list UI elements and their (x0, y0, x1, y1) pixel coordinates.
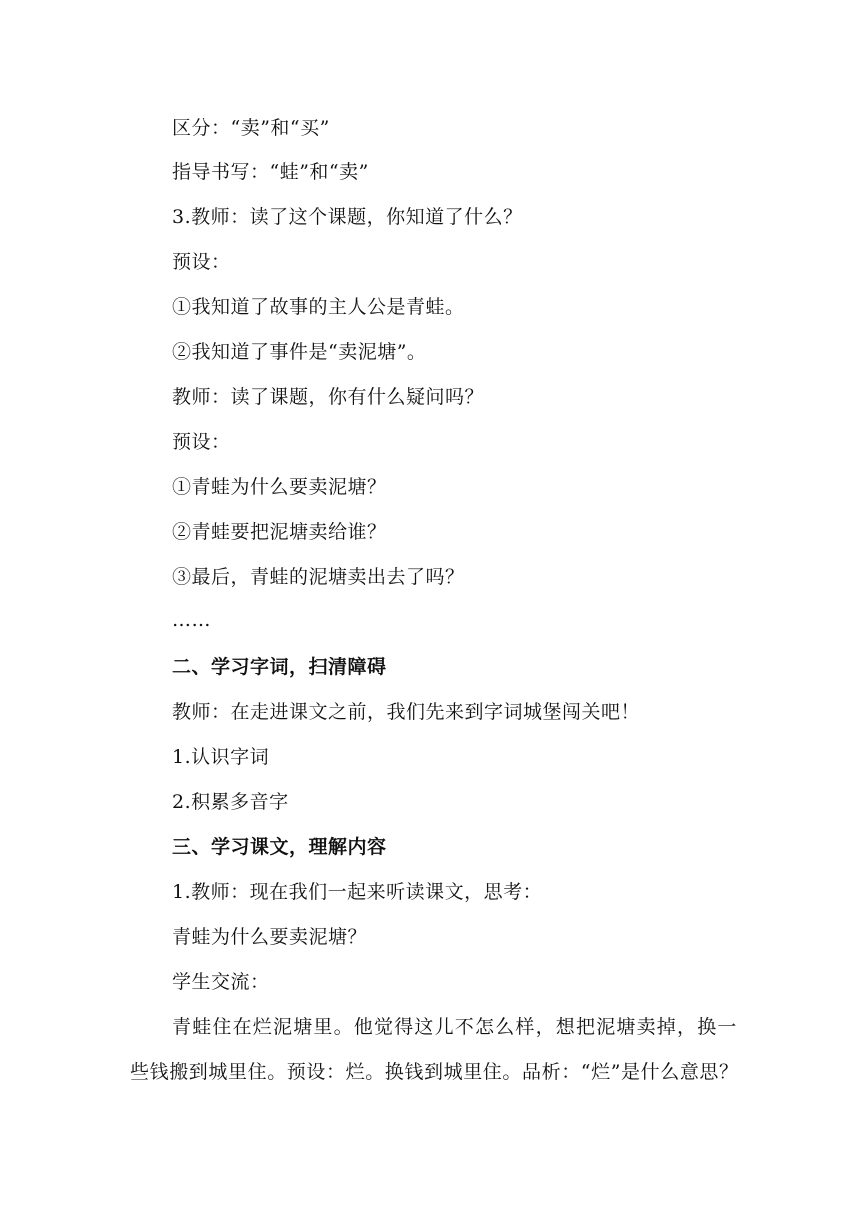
text-line: ①我知道了故事的主人公是青蛙。 (172, 296, 465, 318)
text-line: ②青蛙要把泥塘卖给谁？ (172, 521, 387, 543)
section-heading: 三、学习课文，理解内容 (172, 836, 387, 858)
text-line: 1.认识字词 (172, 746, 270, 768)
text-line: ②我知道了事件是“卖泥塘”。 (172, 341, 427, 363)
section-heading: 二、学习字词，扫清障碍 (172, 656, 387, 678)
text-line: 教师：在走进课文之前，我们先来到字词城堡闯关吧！ (172, 701, 641, 723)
ellipsis-line: …… (172, 609, 211, 631)
text-line: 区分：“卖”和“买” (172, 117, 330, 139)
text-line: 预设： (172, 251, 231, 273)
text-line: 3.教师：读了这个课题，你知道了什么？ (172, 206, 523, 228)
text-line: 1.教师：现在我们一起来听读课文，思考： (172, 881, 543, 903)
paragraph-line: 青蛙住在烂泥塘里。他觉得这儿不怎么样，想把泥塘卖掉，换一 (172, 1016, 738, 1038)
text-line: 2.积累多音字 (172, 791, 289, 813)
text-line: 预设： (172, 431, 231, 453)
text-line: ①青蛙为什么要卖泥塘？ (172, 476, 387, 498)
text-line: 指导书写：“蛙”和“卖” (172, 161, 369, 183)
text-line: ③最后，青蛙的泥塘卖出去了吗？ (172, 566, 465, 588)
paragraph-line: 些钱搬到城里住。预设：烂。换钱到城里住。品析：“烂”是什么意思？ (130, 1061, 739, 1083)
text-line: 教师：读了课题，你有什么疑问吗？ (172, 386, 485, 408)
text-line: 青蛙为什么要卖泥塘？ (172, 926, 368, 948)
text-line: 学生交流： (172, 971, 270, 993)
